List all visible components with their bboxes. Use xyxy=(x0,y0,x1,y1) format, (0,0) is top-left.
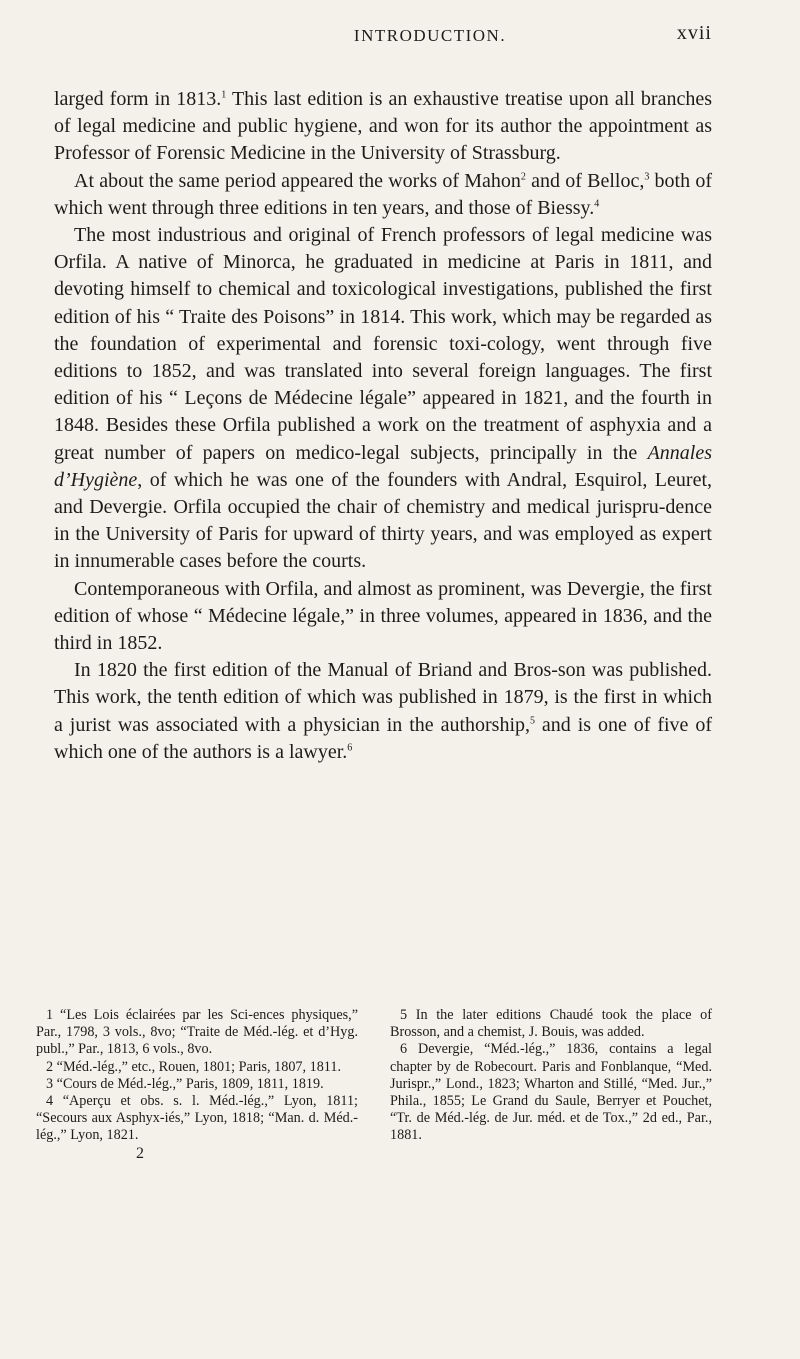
footnotes xyxy=(36,1007,712,1162)
journal-title: Annales d’Hygiène xyxy=(54,441,712,491)
footnote-ref[interactable]: 6 xyxy=(347,742,353,754)
footnote: 3 “Cours de Méd.-lég.,” Paris, 1809, 1811, 1819. xyxy=(46,1075,324,1092)
footnote-ref[interactable]: 2 xyxy=(520,170,526,182)
paragraph: The most industrious and original of French professors of legal medicine was Orfila. A native of Minorca, he graduated in medicine at Paris in 1811, and devoting himself to chemical and toxicological investigations, published the first edition of his “ Traite des Poisons” in 1814. This work, which may be regarded as the foundation of experimental and forensic toxi-cology, went through five editions to 1852, and was translated into several foreign languages. The first edition of his “ Leçons de Médecine légale” appeared in 1821, and the fourth in 1848. Besides these Orfila published a work on the treatment of asphyxia and a great number of papers on medico-legal subjects, principally in the Annales d’Hygiène, of which he was one of the founders with Andral, Esquirol, Leuret, and Devergie. Orfila occupied the chair of chemistry and medical jurispru-dence in the University of Paris for upward of thirty years, and was employed as expert in innumerable cases before the courts. xyxy=(54,224,712,573)
paragraph: larged form in 1813.$^1$ This last edition is an exhaustive treatise upon all branches of legal medicine and public hygiene, and won for its author the appointment as Professor of Forensic Medicine in the University of Strassburg. xyxy=(54,88,712,165)
paragraph: At about the same period appeared the works of Mahon$^2$ and of Belloc,$^3$ both of which went through three editions in ten years, and those of Biessy.$^4$ xyxy=(54,169,712,219)
page-number: xvii xyxy=(676,22,712,44)
footnote-page-marker: 2 xyxy=(136,1144,144,1162)
footnote-ref[interactable]: 3 xyxy=(644,170,650,182)
running-title: INTRODUCTION. xyxy=(353,26,507,45)
paragraph: Contemporaneous with Orfila, and almost as prominent, was Devergie, the first edition of whose “ Médecine légale,” in three volumes, appeared in 1836, and the third in 1852. xyxy=(54,577,712,655)
footnote-ref[interactable]: 5 xyxy=(530,715,536,727)
footnote: 2 “Méd.-lég.,” etc., Rouen, 1801; Paris, 1807, 1811. xyxy=(46,1058,341,1075)
footnote: 4 “Aperçu et obs. s. l. Méd.-lég.,” Lyon, 1811; “Secours aux Asphyx-iés,” Lyon, 1818; “Man. d. Méd.-lég.,” Lyon, 1821. xyxy=(36,1093,358,1144)
footnote: 5 In the later editions Chaudé took the place of Brosson, and a chemist, J. Bouis, was added. xyxy=(390,1007,712,1041)
footnotes-left-column xyxy=(36,1007,358,1162)
main-text xyxy=(54,86,712,766)
footnote: 1 “Les Lois éclairées par les Sci-ences physiques,” Par., 1798, 3 vols., 8vo; “Traite de Méd.-lég. et d’Hyg. publ.,” Par., 1813, 6 vols., 8vo. xyxy=(36,1007,358,1058)
footnote: 6 Devergie, “Méd.-lég.,” 1836, contains a legal chapter by de Robecourt. Paris and Fonblanque, “Med. Jurispr.,” Lond., 1823; Wharton and Stillé, “Med. Jur.,” Phila., 1855; Le Grand du Saule, Berryer et Pouchet, “Tr. de Méd.-lég. de Jur. méd. et de Tox.,” 2d ed., Par., 1881. xyxy=(390,1041,712,1144)
footnotes-right-column xyxy=(390,1007,712,1162)
footnote-ref[interactable]: 4 xyxy=(594,198,600,210)
page-header xyxy=(148,20,712,50)
footnote-ref[interactable]: 1 xyxy=(221,89,227,101)
paragraph: In 1820 the first edition of the Manual of Briand and Bros-son was published. This work, the tenth edition of which was published in 1879, is the first in which a jurist was associated with a physician in the authorship,$^5$ and is one of five of which one of the authors is a lawyer.$^6$ xyxy=(54,659,712,763)
